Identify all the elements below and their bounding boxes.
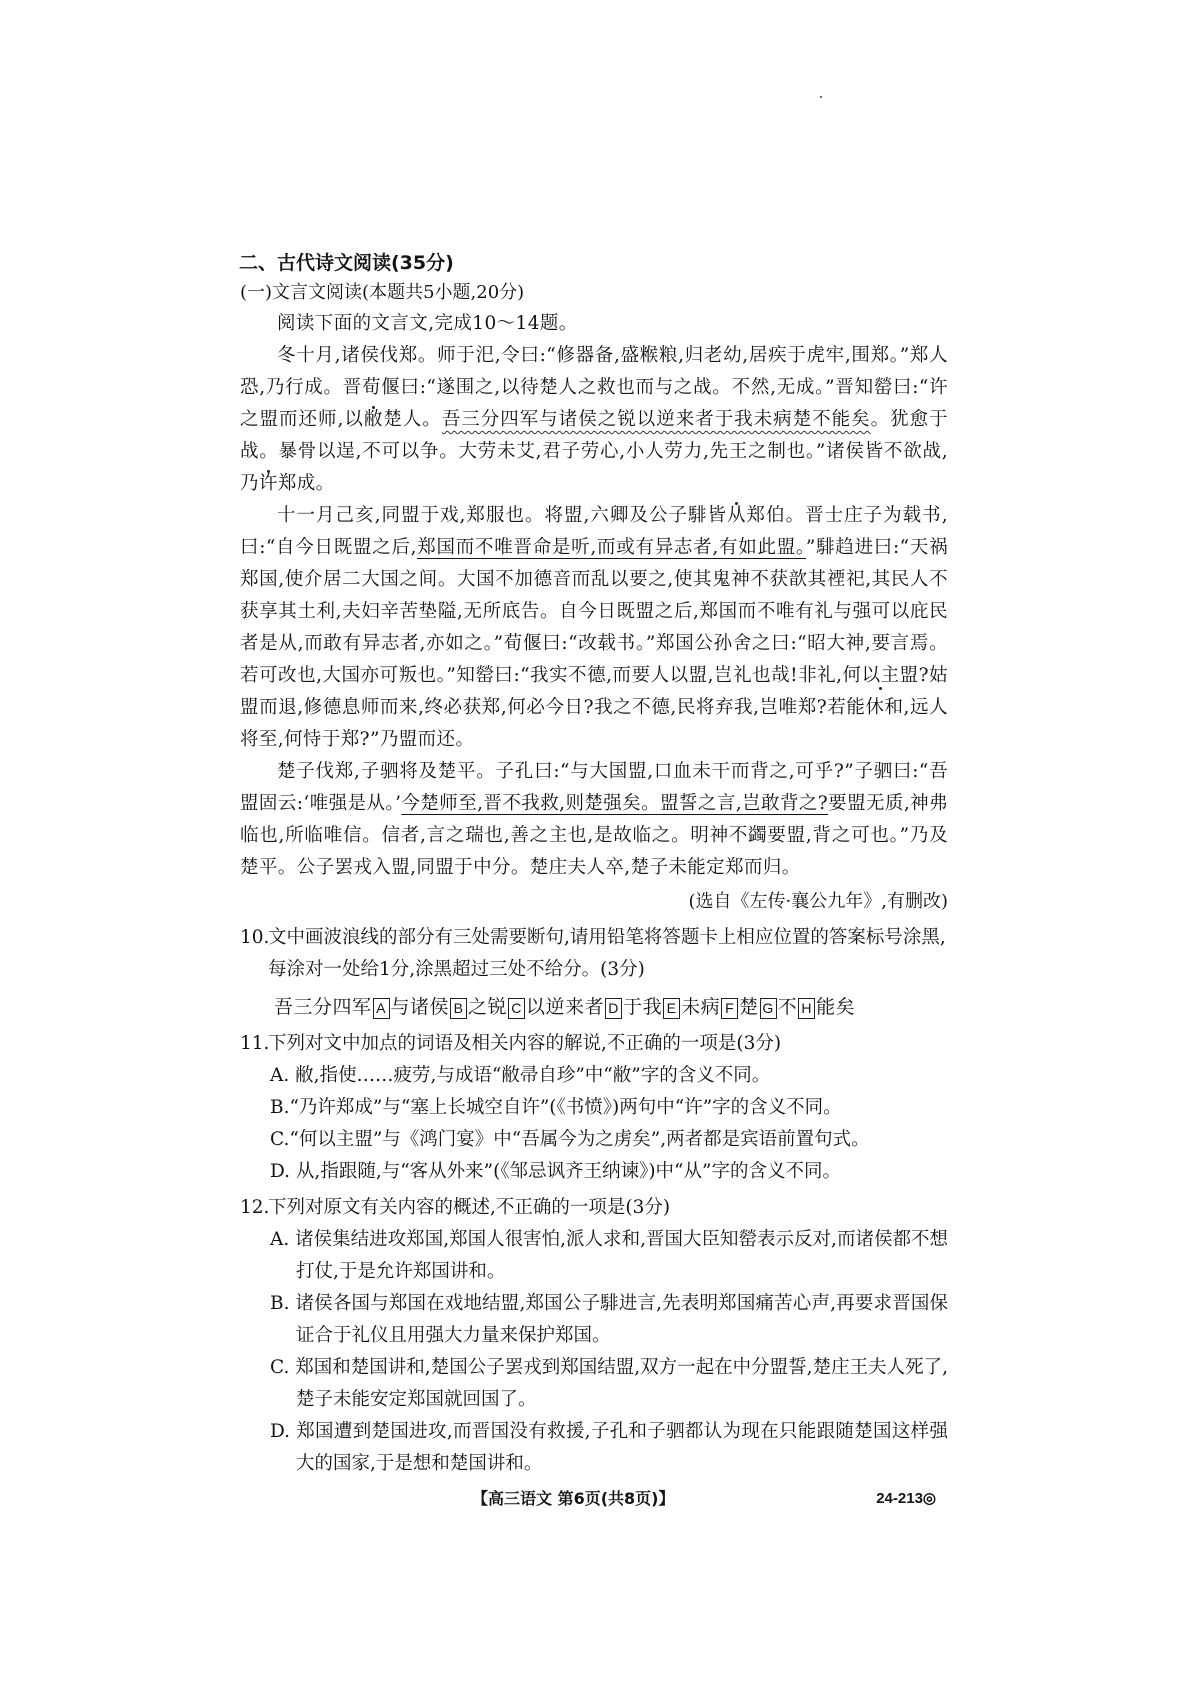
- text-run: 冬十月,诸侯伐郑。师于汜,令曰:“修器备,盛糇粮,归老幼,居疾于虎牢,围郑。”郑人恐,乃行成。晋荀偃曰:“遂围之,以待楚人之救也而与之战。不然,无成。”晋知罃曰:“许之盟而还师,以: [240, 345, 948, 430]
- text-run: 郑伯。晋士庄子为载书,曰:“自今日既盟之后,: [240, 505, 948, 558]
- option-d[interactable]: D. 郑国遭到楚国进攻,而晋国没有救援,子孔和子驷都认为现在只能跟随楚国这样强大的国家,于是想和楚国讲和。: [270, 1421, 948, 1474]
- answer-box-a[interactable]: A: [373, 998, 390, 1019]
- punctuation-sentence: [240, 990, 948, 1024]
- sub-title: (一)文言文阅读(本题共5小题,20分): [240, 282, 525, 303]
- option-a[interactable]: A. 诸侯集结进攻郑国,郑国人很害怕,派人求和,晋国大臣知罃表示反对,而诸侯都不想打仗,于是允许郑国讲和。: [270, 1229, 948, 1282]
- passage-source: (选自《左传·襄公九年》,有删改): [688, 891, 948, 912]
- section-title: 二、古代诗文阅读(35分): [239, 252, 454, 274]
- option-b[interactable]: B. 诸侯各国与郑国在戏地结盟,郑国公子騑进言,先表明郑国痛苦心声,再要求晋国保证合于礼仪且用强大力量来保护郑国。: [270, 1293, 948, 1346]
- answer-box-e[interactable]: E: [663, 998, 680, 1019]
- option-b[interactable]: B.“乃许郑成”与“塞上长城空自许”(《书愤》)两句中“许”字的含义不同。: [270, 1097, 842, 1118]
- question-number: 12.: [240, 1197, 270, 1218]
- underlined-text: 郑国而不唯晋命是听,而或有异志者,有如此盟。: [416, 537, 806, 558]
- sentence-segment: 未病: [681, 996, 721, 1018]
- answer-box-g[interactable]: G: [760, 998, 777, 1019]
- option-d[interactable]: D. 从,指跟随,与“客从外来”(《邹忌讽齐王纳谏》)中“从”字的含义不同。: [270, 1161, 841, 1182]
- content-area: [240, 248, 948, 1480]
- text-run: 十一月己亥,同盟于戏,郑服也。将盟,六卿及公子騑皆: [277, 505, 728, 526]
- text-run: 。犹愈于战。暴骨以逞,不可以争。大劳未艾,君子劳心,小人劳力,先王之制也。”诸侯皆不欲战,乃: [240, 409, 948, 494]
- question-number: 10.: [240, 927, 270, 948]
- question-text: 文中画波浪线的部分有三处需要断句,请用铅笔将答题卡上相应位置的答案标号涂黑,每涂对一处给1分,涂黑超过三处不给分。(3分): [268, 927, 946, 980]
- sentence-segment: 于我: [623, 996, 663, 1018]
- answer-box-d[interactable]: D: [605, 998, 622, 1019]
- option-c[interactable]: C. 郑国和楚国讲和,楚国公子罢戎到郑国结盟,双方一起在中分盟誓,楚庄王夫人死了,楚子未能安定郑国就回国了。: [270, 1357, 948, 1410]
- sentence-segment: 吾三分四军: [274, 996, 372, 1018]
- text-run: 楚子伐郑,子驷将及楚平。子孔曰:“与大国盟,口血未干而背之,可乎?”子驷曰:“吾盟固云:‘唯强是从。’: [240, 761, 948, 814]
- answer-box-f[interactable]: F: [721, 998, 738, 1019]
- question-10: [240, 922, 948, 1024]
- sentence-segment: 不: [777, 996, 798, 1018]
- text-run: ?姑盟而退,修德息师而来,终必获郑,何必今日?我之不德,民将弃我,岂唯郑?若能休和,远人将至,何恃于郑?”乃盟而还。: [240, 665, 948, 750]
- passage-paragraph-2: [240, 500, 948, 756]
- text-run: ”騑趋进曰:“天祸郑国,使介居二大国之间。大国不加德音而乱以要之,使其鬼神不获歆其禋祀,其民人不获享其土利,夫妇辛苦垫隘,无所底告。自今日既盟之后,郑国而不唯有礼与强可以庇民者是从,而敢有异志者,亦如之。”荀偃曰:“改载书。”郑国公孙舍之曰:“昭大神,要言焉。若可改也,大国亦可叛也。”知罃曰:“我实不德,而要人以盟,岂礼也哉!非礼,: [240, 537, 948, 686]
- dotted-word: 敝: [363, 409, 384, 430]
- question-11: [240, 1028, 948, 1188]
- question-number: 11.: [240, 1033, 270, 1054]
- exam-code: 24-213◎: [876, 1490, 936, 1507]
- instruction: 阅读下面的文言文,完成10～14题。: [277, 313, 578, 334]
- question-text: 下列对原文有关内容的概述,不正确的一项是(3分): [268, 1197, 671, 1218]
- text-run: 楚人。: [383, 409, 442, 430]
- text-run: 要盟无质,神弗临也,所临唯信。信者,言之瑞也,善之主也,是故临之。明神不蠲要盟,背之可也。”乃及楚平。公子罢戎入盟,同盟于中分。楚庄夫人卒,楚子未能定郑而归。: [240, 793, 948, 878]
- option-c[interactable]: C.“何以主盟”与《鸿门宴》中“吾属今为之虏矣”,两者都是宾语前置句式。: [270, 1129, 870, 1150]
- sentence-segment: 楚: [739, 996, 759, 1018]
- sentence-segment: 以逆来者: [526, 996, 605, 1018]
- dotted-word: 许: [258, 473, 278, 494]
- answer-box-b[interactable]: B: [450, 998, 467, 1019]
- question-text: 下列对文中加点的词语及相关内容的解说,不正确的一项是(3分): [268, 1033, 782, 1054]
- answer-box-c[interactable]: C: [508, 998, 525, 1019]
- wavy-underlined-text: 吾三分四军与诸侯之锐以逆来者于我未病楚不能矣: [441, 409, 871, 430]
- question-12: [240, 1192, 948, 1480]
- passage-paragraph-3: [240, 756, 948, 884]
- passage-paragraph-1: [240, 340, 948, 500]
- option-a[interactable]: A. 敝,指使……疲劳,与成语“敝帚自珍”中“敝”字的含义不同。: [270, 1065, 771, 1086]
- page-footer: [240, 1484, 948, 1514]
- text-run: 郑成。: [277, 473, 335, 494]
- sentence-segment: 与诸侯: [390, 996, 450, 1018]
- dotted-phrase: 何以主盟: [842, 665, 919, 686]
- page-number-label: 【高三语文 第6页(共8页)】: [472, 1489, 675, 1508]
- dotted-word: 从: [727, 505, 747, 526]
- answer-box-h[interactable]: H: [798, 998, 815, 1019]
- underlined-text: 今楚师至,晋不我救,则楚强矣。盟誓之言,岂敢背之?: [401, 793, 829, 814]
- sentence-segment: 能矣: [816, 996, 856, 1018]
- scan-speck: [820, 96, 822, 98]
- sentence-segment: 之锐: [468, 996, 508, 1018]
